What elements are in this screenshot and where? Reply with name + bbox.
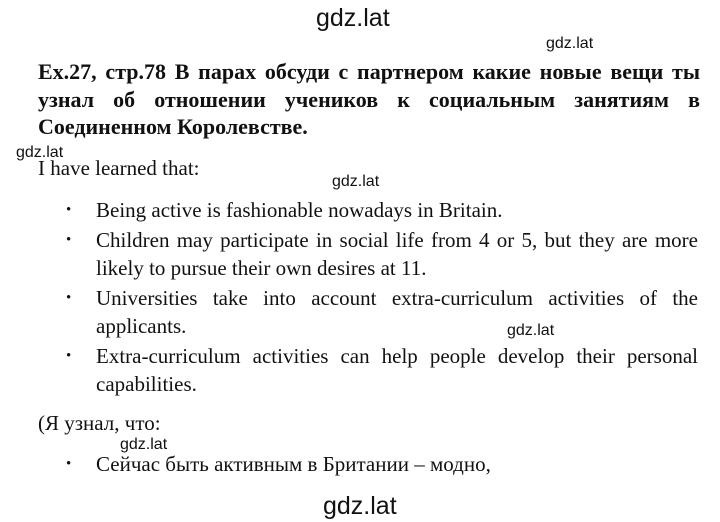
list-item	[0, 450, 698, 479]
bullet-icon: •	[66, 347, 72, 364]
list-item-text: Extra-curriculum activities can help people develop their personal capabilities.	[96, 343, 698, 396]
bullet-icon: •	[66, 456, 72, 472]
bullet-icon: •	[66, 231, 72, 248]
bullet-icon: •	[66, 202, 72, 218]
watermark-mid-right: gdz.lat	[507, 322, 555, 339]
watermark-left: gdz.lat	[16, 144, 64, 161]
bullet-icon: •	[66, 289, 72, 306]
list-item	[0, 226, 698, 283]
answer-list-russian	[0, 450, 698, 479]
list-item	[0, 196, 698, 225]
list-item-text: Being active is fashionable nowadays in Britain.	[96, 198, 503, 222]
watermark-right: gdz.lat	[546, 35, 594, 52]
watermark-top: gdz.lat	[316, 4, 390, 32]
list-item	[0, 342, 698, 399]
watermark-lower-left: gdz.lat	[120, 436, 168, 453]
list-item-text: Universities take into account extra-curriculum activities of the applicants.	[96, 285, 698, 338]
exercise-heading: Ex.27, стр.78 В парах обсуди с партнером какие новые вещи ты узнал об отношении учеников к социальным занятиям в Соединенном Королевстве.	[38, 59, 700, 139]
list-item-text: Сейчас быть активным в Британии – модно,	[96, 452, 491, 476]
list-item-text: Children may participate in social life from 4 or 5, but they are more likely to pursue their own desires at 11.	[96, 227, 698, 280]
intro-russian: (Я узнал, что:	[38, 411, 161, 435]
watermark-bottom: gdz.lat	[323, 492, 397, 520]
answer-list-english	[0, 196, 698, 399]
watermark-mid-upper: gdz.lat	[332, 173, 380, 190]
list-item	[0, 284, 698, 341]
intro-english: I have learned that:	[38, 156, 200, 180]
